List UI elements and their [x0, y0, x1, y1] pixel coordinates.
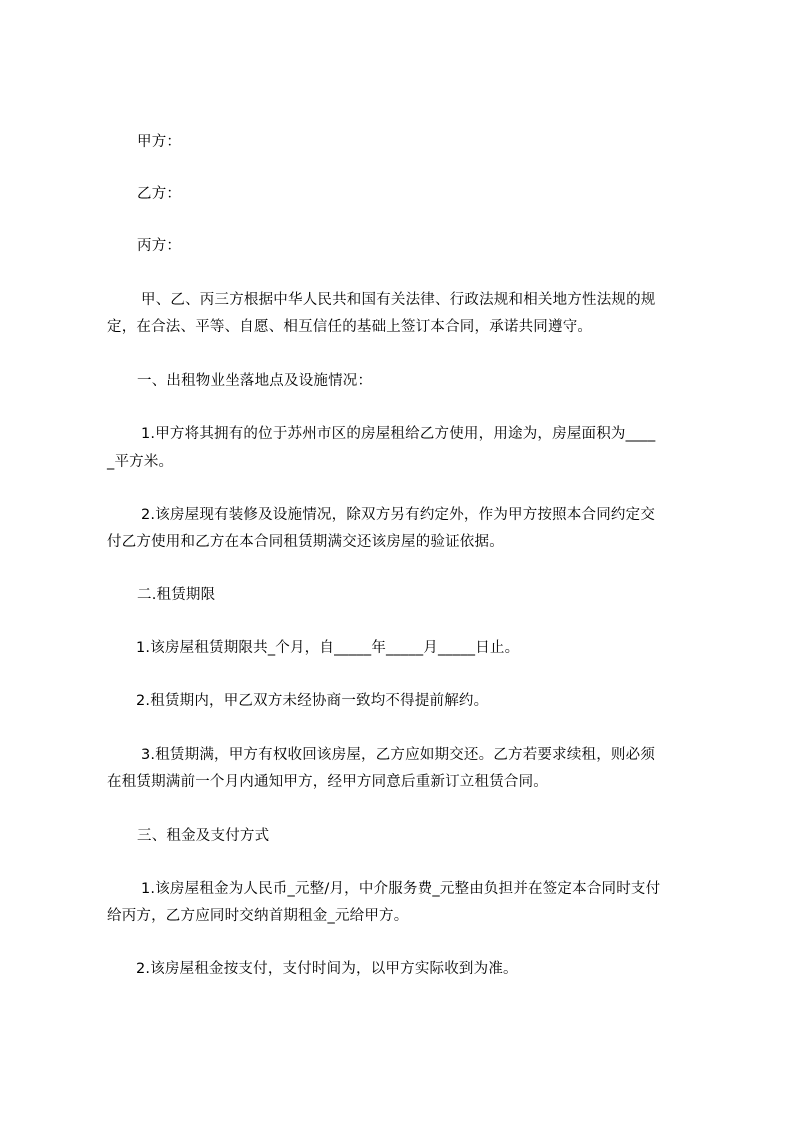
- party-a-label: 甲方：: [137, 134, 182, 150]
- party-b-label: 乙方：: [137, 186, 182, 202]
- section2-item1: 1.该房屋租赁期限共_个月，自_____年_____月_____日止。: [136, 640, 520, 656]
- section2-item2: 2.租赁期内，甲乙双方未经协商一致均不得提前解约。: [136, 693, 489, 709]
- party-c-label: 丙方：: [137, 238, 182, 254]
- section3-item1-line-2: 给丙方，乙方应同时交纳首期租金_元给甲方。: [107, 908, 409, 924]
- section3-title: 三、租金及支付方式: [137, 828, 270, 844]
- section2-title: 二.租赁期限: [137, 587, 216, 603]
- section3-item2: 2.该房屋租金按支付，支付时间为，以甲方实际收到为准。: [136, 961, 518, 977]
- section1-item1-line-1: 1.甲方将其拥有的位于苏州市区的房屋租给乙方使用，用途为，房屋面积为____: [141, 426, 656, 442]
- section1-item1-line-2: _平方米。: [107, 454, 174, 470]
- section2-item3-line-2: 在租赁期满前一个月内通知甲方，经甲方同意后重新订立租赁合同。: [107, 774, 548, 790]
- intro-line-2: 定，在合法、平等、自愿、相互信任的基础上签订本合同，承诺共同遵守。: [107, 319, 593, 335]
- section1-item2-line-1: 2.该房屋现有装修及设施情况，除双方另有约定外，作为甲方按照本合同约定交: [141, 507, 656, 523]
- section1-item2-line-2: 付乙方使用和乙方在本合同租赁期满交还该房屋的验证依据。: [107, 534, 504, 550]
- section2-item3-line-1: 3.租赁期满，甲方有权收回该房屋，乙方应如期交还。乙方若要求续租，则必须: [141, 747, 656, 763]
- section1-title: 一、出租物业坐落地点及设施情况：: [137, 373, 373, 389]
- section3-item1-line-1: 1.该房屋租金为人民币_元整/月，中介服务费_元整由负担并在签定本合同时支付: [141, 881, 661, 897]
- intro-line-1: 甲、乙、丙三方根据中华人民共和国有关法律、行政法规和相关地方性法规的规: [141, 292, 656, 308]
